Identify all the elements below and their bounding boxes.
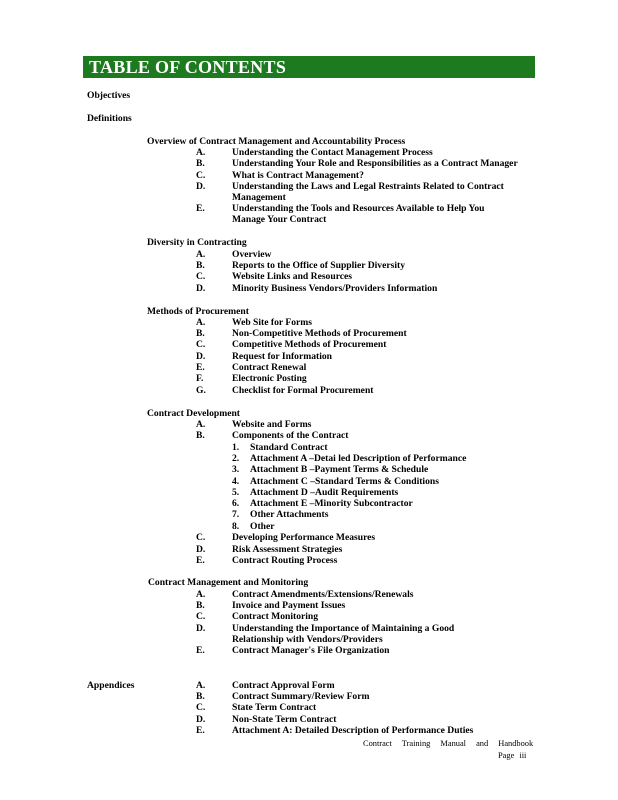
appendix-entry[interactable]: Contract Summary/Review Form: [232, 691, 370, 702]
item-letter: C.: [196, 271, 206, 282]
toc-subentry[interactable]: Attachment A –Detai led Description of Performance: [250, 453, 467, 464]
toc-entry[interactable]: Components of the Contract: [232, 430, 349, 441]
item-letter: B.: [196, 158, 205, 169]
toc-entry[interactable]: Website Links and Resources: [232, 271, 353, 282]
toc-entry[interactable]: Understanding the Laws and Legal Restraints Related to Contract: [232, 181, 504, 192]
subitem-number: 3.: [232, 464, 240, 475]
toc-subentry[interactable]: Standard Contract: [250, 442, 328, 453]
appendices-label[interactable]: Appendices: [87, 680, 135, 691]
appendix-entry[interactable]: Non-State Term Contract: [232, 714, 337, 725]
toc-entry[interactable]: What is Contract Management?: [232, 170, 364, 181]
toc-entry[interactable]: Checklist for Formal Procurement: [232, 385, 374, 396]
item-letter: C.: [196, 532, 206, 543]
toc-entry[interactable]: Developing Performance Measures: [232, 532, 376, 543]
item-letter: D.: [196, 283, 206, 294]
toc-subentry[interactable]: Attachment C –Standard Terms & Conditions: [250, 476, 439, 487]
item-letter: D.: [196, 351, 206, 362]
item-letter: C.: [196, 611, 206, 622]
item-letter: E.: [196, 555, 205, 566]
subitem-number: 6.: [232, 498, 240, 509]
item-letter: B.: [196, 691, 205, 702]
item-letter: F.: [196, 373, 204, 384]
toc-entry[interactable]: Understanding the Importance of Maintaining a Good: [232, 623, 455, 634]
toc-entry[interactable]: Invoice and Payment Issues: [232, 600, 346, 611]
item-letter: E.: [196, 645, 205, 656]
subitem-number: 2.: [232, 453, 240, 464]
item-letter: E.: [196, 362, 205, 373]
appendix-entry[interactable]: Attachment A: Detailed Description of Performance Duties: [232, 725, 474, 736]
appendix-entry[interactable]: State Term Contract: [232, 702, 317, 713]
toc-entry[interactable]: Risk Assessment Strategies: [232, 544, 343, 555]
toc-entry[interactable]: Contract Monitoring: [232, 611, 319, 622]
toc-entry[interactable]: Non-Competitive Methods of Procurement: [232, 328, 407, 339]
toc-entry[interactable]: Understanding the Tools and Resources Available to Help You: [232, 203, 485, 214]
item-letter: A.: [196, 249, 206, 260]
item-letter: D.: [196, 181, 206, 192]
item-letter: C.: [196, 702, 206, 713]
toc-entry[interactable]: Minority Business Vendors/Providers Information: [232, 283, 438, 294]
toc-entry[interactable]: Understanding Your Role and Responsibilities as a Contract Manager: [232, 158, 518, 169]
item-letter: A.: [196, 147, 206, 158]
toc-subentry[interactable]: Attachment B –Payment Terms & Schedule: [250, 464, 429, 475]
item-letter: D.: [196, 623, 206, 634]
item-letter: C.: [196, 170, 206, 181]
subitem-number: 1.: [232, 442, 240, 453]
toc-entry[interactable]: Reports to the Office of Supplier Diversity: [232, 260, 406, 271]
toc-entry[interactable]: Website and Forms: [232, 419, 312, 430]
toc-entry[interactable]: Web Site for Forms: [232, 317, 313, 328]
page-title: TABLE OF CONTENTS: [83, 56, 535, 78]
section-heading-procurement[interactable]: Methods of Procurement: [147, 306, 249, 317]
item-letter: A.: [196, 589, 206, 600]
toc-entry[interactable]: Request for Information: [232, 351, 333, 362]
subitem-number: 8.: [232, 521, 240, 532]
item-letter: A.: [196, 680, 206, 691]
appendix-entry[interactable]: Contract Approval Form: [232, 680, 335, 691]
toc-entry[interactable]: Competitive Methods of Procurement: [232, 339, 387, 350]
toc-subentry[interactable]: Attachment D –Audit Requirements: [250, 487, 399, 498]
toc-entry[interactable]: Contract Manager's File Organization: [232, 645, 390, 656]
section-heading-monitoring[interactable]: Contract Management and Monitoring: [148, 577, 309, 588]
subitem-number: 7.: [232, 509, 240, 520]
toc-entry[interactable]: Contract Routing Process: [232, 555, 338, 566]
section-heading-diversity[interactable]: Diversity in Contracting: [147, 237, 247, 248]
item-letter: E.: [196, 725, 205, 736]
toc-entry[interactable]: Electronic Posting: [232, 373, 307, 384]
toc-entry-continued[interactable]: Management: [232, 192, 286, 203]
item-letter: C.: [196, 339, 206, 350]
subitem-number: 5.: [232, 487, 240, 498]
toc-subentry[interactable]: Other: [250, 521, 275, 532]
item-letter: A.: [196, 419, 206, 430]
toc-entry-continued[interactable]: Manage Your Contract: [232, 214, 327, 225]
toc-entry-definitions[interactable]: Definitions: [87, 113, 132, 124]
toc-entry[interactable]: Overview: [232, 249, 272, 260]
toc-entry-continued[interactable]: Relationship with Vendors/Providers: [232, 634, 383, 645]
toc-subentry[interactable]: Attachment E –Minority Subcontractor: [250, 498, 413, 509]
subitem-number: 4.: [232, 476, 240, 487]
section-heading-development[interactable]: Contract Development: [147, 408, 240, 419]
toc-entry[interactable]: Contract Renewal: [232, 362, 307, 373]
item-letter: D.: [196, 544, 206, 555]
item-letter: D.: [196, 714, 206, 725]
toc-entry[interactable]: Contract Amendments/Extensions/Renewals: [232, 589, 414, 600]
toc-entry[interactable]: Understanding the Contact Management Process: [232, 147, 433, 158]
section-heading-overview[interactable]: Overview of Contract Management and Accountability Process: [147, 136, 406, 147]
item-letter: B.: [196, 600, 205, 611]
item-letter: B.: [196, 260, 205, 271]
item-letter: E.: [196, 203, 205, 214]
item-letter: B.: [196, 328, 205, 339]
footer-title: Contract Training Manual and Handbook: [363, 739, 534, 748]
item-letter: G.: [196, 385, 206, 396]
toc-subentry[interactable]: Other Attachments: [250, 509, 329, 520]
toc-entry-objectives[interactable]: Objectives: [87, 90, 131, 101]
item-letter: A.: [196, 317, 206, 328]
item-letter: B.: [196, 430, 205, 441]
page-number: Page iii: [498, 751, 527, 760]
